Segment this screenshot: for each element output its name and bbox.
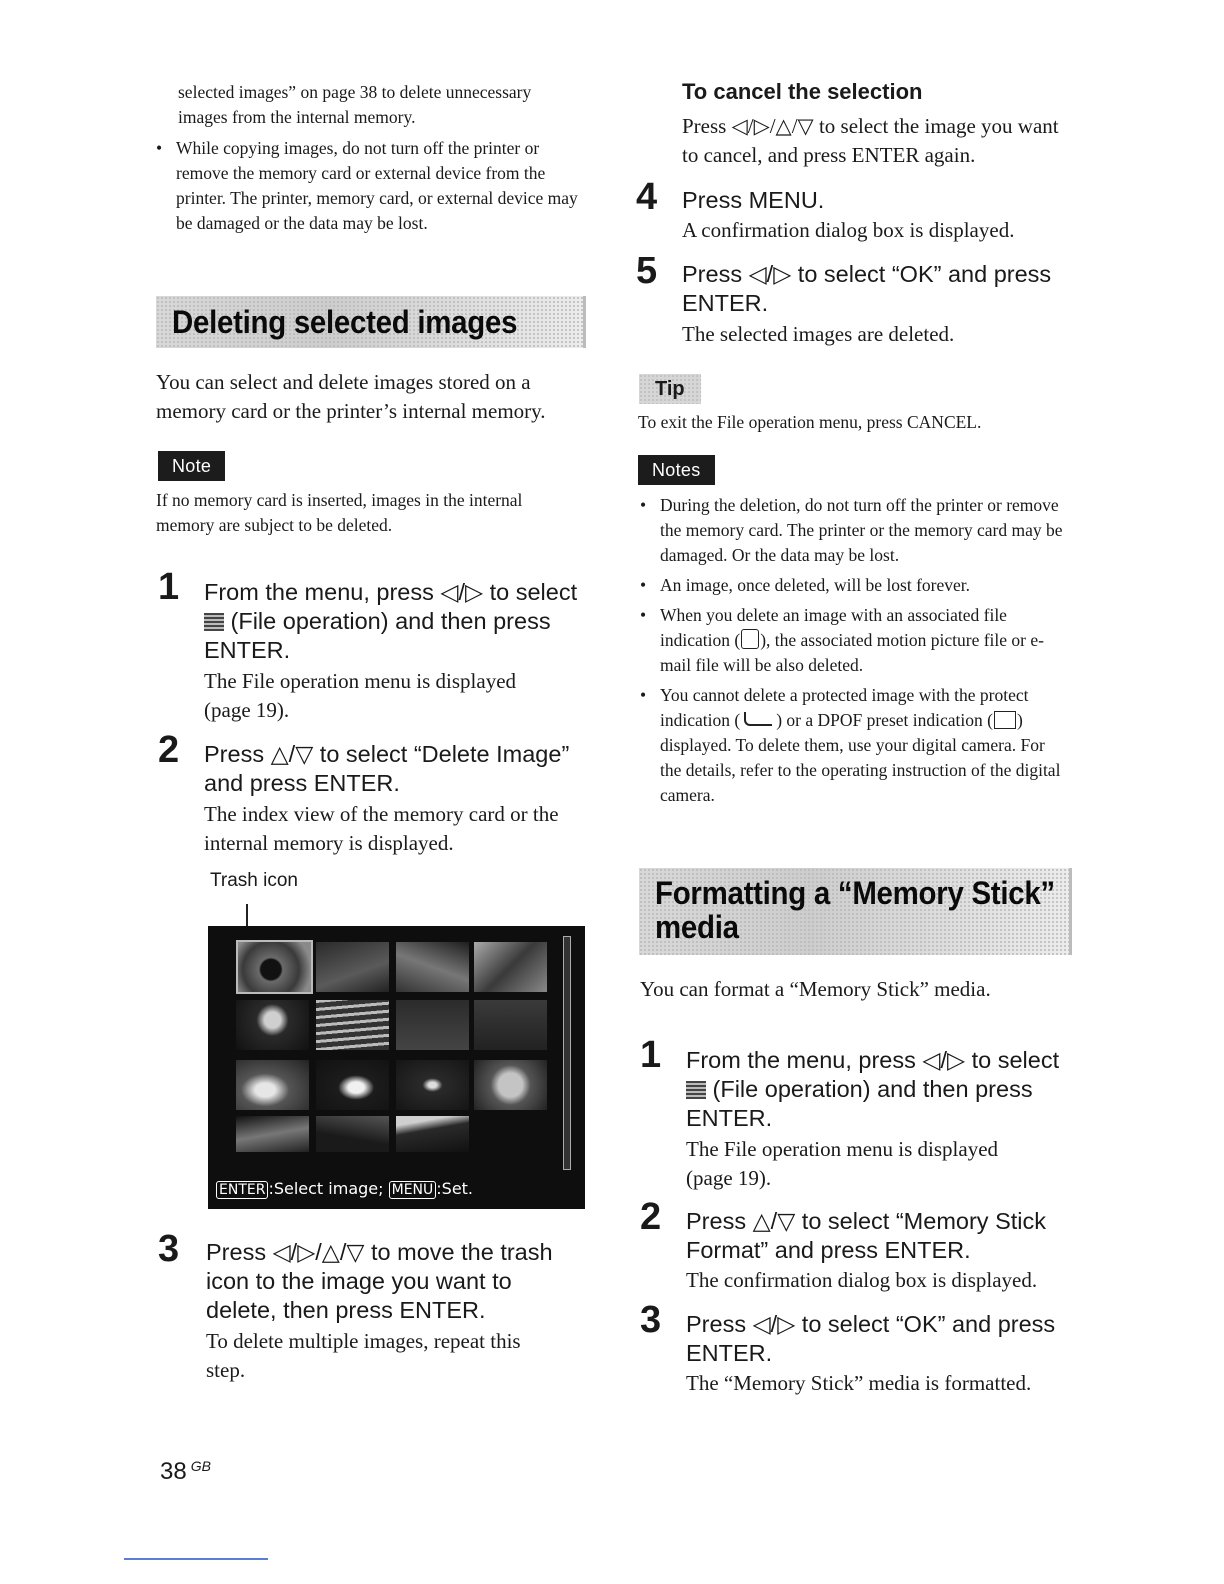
- notes-badge: Notes: [638, 455, 715, 485]
- tip-text: To exit the File operation menu, press CANCEL.: [638, 412, 982, 432]
- dpof-icon: [994, 711, 1016, 729]
- format-step-3: [686, 1310, 1071, 1398]
- index-scrollbar[interactable]: [563, 936, 571, 1170]
- thumbnail[interactable]: [236, 1000, 309, 1050]
- thumbnail[interactable]: [316, 1060, 389, 1110]
- step-4-body: A confirmation dialog box is displayed.: [682, 218, 1015, 242]
- menu-key-label: MENU: [389, 1181, 437, 1199]
- step-3-title: Press ◁/▷/△/▽ to move the trash icon to the image you want to delete, then press ENTER.: [206, 1239, 553, 1323]
- thumbnail[interactable]: [474, 1000, 547, 1050]
- step-5: [682, 260, 1072, 349]
- screen-footer-guide: ENTER :Select image; MENU :Set.: [216, 1178, 473, 1201]
- thumbnail[interactable]: [236, 1116, 309, 1152]
- protect-icon: [744, 712, 772, 726]
- format-step-3-body: The “Memory Stick” media is formatted.: [686, 1371, 1032, 1395]
- thumbnail[interactable]: [474, 1060, 547, 1110]
- step-2-body: The index view of the memory card or the internal memory is displayed.: [204, 802, 559, 855]
- cancel-heading: To cancel the selection: [682, 79, 923, 104]
- page-number: 38 $^{GB}$: [160, 1458, 211, 1485]
- step-number-5: 5: [636, 250, 658, 292]
- note-text: If no memory card is inserted, images in the internal memory are subject to be deleted.: [156, 490, 523, 535]
- thumbnail[interactable]: [396, 1116, 469, 1152]
- format-intro: You can format a “Memory Stick” media.: [640, 977, 991, 1001]
- intro-bullet-list: [154, 136, 588, 236]
- step-number-1: 1: [158, 566, 180, 608]
- note-item: • During the deletion, do not turn off the printer or remove the memory card. The printer or the memory card may be damaged. Or the data may be lost.: [638, 493, 1068, 568]
- thumbnail[interactable]: [236, 940, 313, 994]
- step-2-title: Press △/▽ to select “Delete Image” and press ENTER.: [204, 741, 570, 796]
- format-step-2-title: Press △/▽ to select “Memory Stick Format” and press ENTER.: [686, 1208, 1046, 1263]
- thumbnail[interactable]: [236, 1060, 309, 1110]
- footer-rule: [124, 1558, 268, 1560]
- format-step-2-body: The confirmation dialog box is displayed.: [686, 1268, 1038, 1292]
- format-step-number-2: 2: [640, 1196, 662, 1238]
- note-badge: Note: [158, 451, 225, 481]
- step-number-4: 4: [636, 176, 658, 218]
- step-3: [206, 1238, 586, 1385]
- format-step-1-body: The File operation menu is displayed (page 19).: [686, 1137, 999, 1190]
- step-2: [204, 740, 589, 858]
- format-step-2: [686, 1207, 1071, 1295]
- section-title-formatting: Formatting a “Memory Stick” media: [655, 875, 1055, 945]
- format-step-3-title: Press ◁/▷ to select “OK” and press ENTER.: [686, 1311, 1056, 1366]
- step-1-title: From the menu, press ◁/▷ to select (File operation) and then press ENTER.: [204, 579, 578, 663]
- enter-key-label: ENTER: [216, 1181, 268, 1199]
- thumbnail[interactable]: [474, 942, 547, 992]
- step-4: [682, 186, 1072, 245]
- step-3-body: To delete multiple images, repeat this step.: [206, 1329, 521, 1382]
- step-5-title: Press ◁/▷ to select “OK” and press ENTER.: [682, 261, 1052, 316]
- cancel-body: Press ◁/▷/△/▽ to select the image you want to cancel, and press ENTER again.: [682, 114, 1059, 167]
- intro-line-1: selected images” on page 38 to delete unnecessary: [178, 82, 532, 102]
- trash-icon-label: Trash icon: [210, 870, 298, 891]
- step-number-3: 3: [158, 1228, 180, 1270]
- format-step-1-title: From the menu, press ◁/▷ to select (File operation) and then press ENTER.: [686, 1047, 1060, 1131]
- format-step-1: [686, 1046, 1071, 1193]
- associated-file-icon: [741, 629, 759, 649]
- intro-bullet: • While copying images, do not turn off the printer or remove the memory card or external device from the printer. The printer, memory card, or external device may be damaged or the data may be lost.: [154, 136, 588, 236]
- file-operation-icon: [686, 1081, 706, 1099]
- step-5-body: The selected images are deleted.: [682, 322, 955, 346]
- note-item: • An image, once deleted, will be lost forever.: [638, 573, 1068, 598]
- thumbnail[interactable]: [316, 1000, 389, 1050]
- step-number-2: 2: [158, 729, 180, 771]
- section-banner-formatting: [639, 868, 1072, 955]
- thumbnail[interactable]: [396, 1060, 469, 1110]
- thumbnail[interactable]: [316, 942, 389, 992]
- intro-line-2: images from the internal memory.: [178, 107, 416, 127]
- section-intro: You can select and delete images stored on a memory card or the printer’s internal memory.: [156, 370, 546, 423]
- step-4-title: Press MENU.: [682, 187, 825, 213]
- thumbnail[interactable]: [396, 1000, 469, 1050]
- format-step-number-3: 3: [640, 1299, 662, 1341]
- format-step-number-1: 1: [640, 1034, 662, 1076]
- intro-continuation: [178, 80, 588, 241]
- thumbnail[interactable]: [396, 942, 469, 992]
- file-operation-icon: [204, 613, 224, 631]
- section-title-deleting: Deleting selected images: [172, 304, 518, 340]
- note-item: • You cannot delete a protected image with the protect indication ( ) or a DPOF preset indication ( ) displayed. To delete them, use your digital camera. For the details, refer to the operating instruction of the digital camera.: [638, 683, 1068, 808]
- step-1-body: The File operation menu is displayed (page 19).: [204, 669, 517, 722]
- notes-list: [638, 493, 1068, 813]
- tip-badge: Tip: [639, 374, 701, 404]
- section-banner-deleting: [156, 296, 586, 348]
- thumbnail[interactable]: [316, 1116, 389, 1152]
- index-view-screen: [208, 926, 585, 1209]
- note-item: • When you delete an image with an associated file indication ( ), the associated motion picture file or e-mail file will be also deleted.: [638, 603, 1068, 678]
- step-1: [204, 578, 589, 725]
